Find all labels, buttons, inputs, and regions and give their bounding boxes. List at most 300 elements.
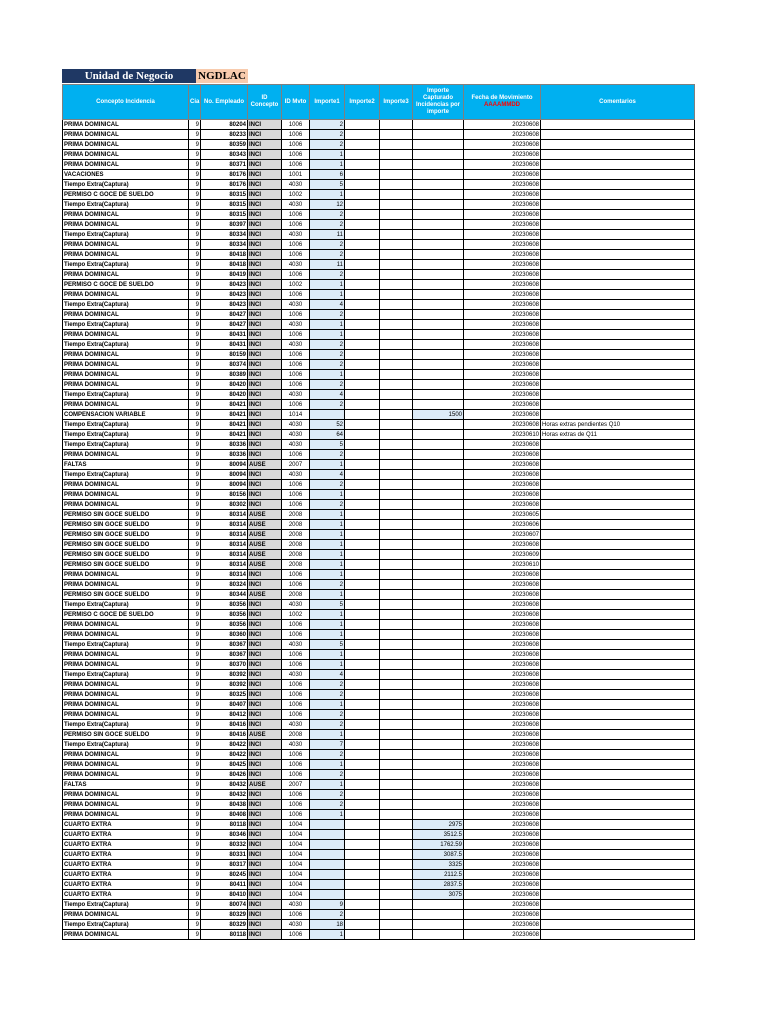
cell-comentarios[interactable]	[541, 510, 695, 520]
cell-cia[interactable]: 9	[189, 440, 201, 450]
cell-importe2[interactable]	[345, 170, 380, 180]
cell-importe1[interactable]: 2	[310, 680, 345, 690]
cell-cia[interactable]: 9	[189, 520, 201, 530]
cell-importe3[interactable]	[380, 630, 413, 640]
cell-fecha[interactable]: 20230608	[464, 350, 541, 360]
cell-id-concepto[interactable]: INCI	[248, 820, 282, 830]
cell-importe-capturado[interactable]	[413, 900, 464, 910]
cell-fecha[interactable]: 20230608	[464, 680, 541, 690]
cell-id-concepto[interactable]: INCI	[248, 850, 282, 860]
cell-importe1[interactable]: 1	[310, 630, 345, 640]
cell-importe-capturado[interactable]	[413, 380, 464, 390]
col-header-empleado[interactable]: No. Empleado	[201, 85, 248, 120]
cell-id-concepto[interactable]: AUSE	[248, 560, 282, 570]
cell-importe3[interactable]	[380, 180, 413, 190]
cell-importe1[interactable]: 2	[310, 770, 345, 780]
cell-importe1[interactable]: 1	[310, 280, 345, 290]
cell-importe2[interactable]	[345, 840, 380, 850]
cell-importe-capturado[interactable]	[413, 610, 464, 620]
col-header-id-mvto[interactable]: ID Mvto	[282, 85, 310, 120]
cell-id-concepto[interactable]: INCI	[248, 170, 282, 180]
cell-cia[interactable]: 9	[189, 840, 201, 850]
cell-importe2[interactable]	[345, 570, 380, 580]
cell-importe-capturado[interactable]	[413, 630, 464, 640]
cell-empleado[interactable]: 80423	[201, 290, 248, 300]
cell-id-concepto[interactable]: INCI	[248, 220, 282, 230]
cell-cia[interactable]: 9	[189, 530, 201, 540]
cell-importe1[interactable]: 6	[310, 170, 345, 180]
cell-importe2[interactable]	[345, 240, 380, 250]
cell-importe3[interactable]	[380, 190, 413, 200]
cell-importe-capturado[interactable]	[413, 570, 464, 580]
cell-id-concepto[interactable]: INCI	[248, 200, 282, 210]
cell-empleado[interactable]: 80427	[201, 320, 248, 330]
cell-importe2[interactable]	[345, 380, 380, 390]
cell-empleado[interactable]: 80315	[201, 210, 248, 220]
cell-id-mvto[interactable]: 1004	[282, 880, 310, 890]
cell-id-concepto[interactable]: INCI	[248, 620, 282, 630]
cell-cia[interactable]: 9	[189, 540, 201, 550]
cell-importe2[interactable]	[345, 930, 380, 940]
cell-importe1[interactable]: 2	[310, 500, 345, 510]
cell-cia[interactable]: 9	[189, 570, 201, 580]
cell-importe1[interactable]: 4	[310, 670, 345, 680]
cell-importe2[interactable]	[345, 220, 380, 230]
cell-empleado[interactable]: 80416	[201, 730, 248, 740]
cell-comentarios[interactable]	[541, 520, 695, 530]
cell-concepto[interactable]: PRIMA DOMINICAL	[63, 760, 189, 770]
cell-cia[interactable]: 9	[189, 370, 201, 380]
cell-importe2[interactable]	[345, 710, 380, 720]
cell-id-concepto[interactable]: INCI	[248, 380, 282, 390]
cell-concepto[interactable]: PERMISO SIN GOCE SUELDO	[63, 530, 189, 540]
cell-importe-capturado[interactable]: 2837.5	[413, 880, 464, 890]
cell-importe3[interactable]	[380, 350, 413, 360]
cell-id-mvto[interactable]: 4030	[282, 430, 310, 440]
cell-importe1[interactable]	[310, 830, 345, 840]
cell-concepto[interactable]: PERMISO SIN GOCE SUELDO	[63, 590, 189, 600]
cell-importe2[interactable]	[345, 580, 380, 590]
cell-comentarios[interactable]	[541, 720, 695, 730]
cell-comentarios[interactable]	[541, 810, 695, 820]
cell-id-concepto[interactable]: INCI	[248, 400, 282, 410]
cell-importe3[interactable]	[380, 850, 413, 860]
cell-concepto[interactable]: PRIMA DOMINICAL	[63, 360, 189, 370]
cell-importe-capturado[interactable]	[413, 670, 464, 680]
cell-cia[interactable]: 9	[189, 470, 201, 480]
cell-importe-capturado[interactable]	[413, 530, 464, 540]
cell-importe2[interactable]	[345, 470, 380, 480]
cell-importe1[interactable]: 1	[310, 490, 345, 500]
cell-cia[interactable]: 9	[189, 900, 201, 910]
cell-importe1[interactable]: 2	[310, 130, 345, 140]
cell-id-concepto[interactable]: INCI	[248, 490, 282, 500]
cell-cia[interactable]: 9	[189, 590, 201, 600]
cell-importe1[interactable]: 2	[310, 800, 345, 810]
cell-empleado[interactable]: 80159	[201, 350, 248, 360]
cell-concepto[interactable]: CUARTO EXTRA	[63, 820, 189, 830]
cell-importe3[interactable]	[380, 590, 413, 600]
cell-fecha[interactable]: 20230608	[464, 930, 541, 940]
cell-importe2[interactable]	[345, 660, 380, 670]
cell-importe3[interactable]	[380, 500, 413, 510]
cell-id-concepto[interactable]: INCI	[248, 470, 282, 480]
cell-cia[interactable]: 9	[189, 290, 201, 300]
cell-importe1[interactable]: 1	[310, 730, 345, 740]
cell-importe3[interactable]	[380, 760, 413, 770]
cell-concepto[interactable]: PRIMA DOMINICAL	[63, 210, 189, 220]
cell-comentarios[interactable]	[541, 320, 695, 330]
cell-id-mvto[interactable]: 1014	[282, 410, 310, 420]
cell-id-mvto[interactable]: 2008	[282, 560, 310, 570]
cell-importe3[interactable]	[380, 840, 413, 850]
cell-id-concepto[interactable]: INCI	[248, 570, 282, 580]
cell-importe-capturado[interactable]	[413, 130, 464, 140]
cell-importe1[interactable]: 1	[310, 930, 345, 940]
cell-empleado[interactable]: 80367	[201, 650, 248, 660]
cell-importe3[interactable]	[380, 710, 413, 720]
cell-importe-capturado[interactable]	[413, 780, 464, 790]
cell-fecha[interactable]: 20230608	[464, 130, 541, 140]
cell-id-concepto[interactable]: INCI	[248, 270, 282, 280]
cell-importe1[interactable]: 2	[310, 310, 345, 320]
cell-importe2[interactable]	[345, 770, 380, 780]
cell-importe2[interactable]	[345, 130, 380, 140]
cell-importe2[interactable]	[345, 640, 380, 650]
cell-id-mvto[interactable]: 1006	[282, 790, 310, 800]
cell-id-mvto[interactable]: 4030	[282, 740, 310, 750]
cell-cia[interactable]: 9	[189, 750, 201, 760]
cell-id-concepto[interactable]: INCI	[248, 290, 282, 300]
cell-importe-capturado[interactable]: 1762.59	[413, 840, 464, 850]
cell-concepto[interactable]: CUARTO EXTRA	[63, 880, 189, 890]
cell-importe-capturado[interactable]	[413, 480, 464, 490]
cell-importe-capturado[interactable]	[413, 650, 464, 660]
cell-cia[interactable]: 9	[189, 320, 201, 330]
cell-importe3[interactable]	[380, 160, 413, 170]
cell-id-concepto[interactable]: INCI	[248, 310, 282, 320]
cell-importe2[interactable]	[345, 700, 380, 710]
cell-id-concepto[interactable]: INCI	[248, 190, 282, 200]
cell-comentarios[interactable]	[541, 900, 695, 910]
cell-comentarios[interactable]	[541, 120, 695, 130]
cell-comentarios[interactable]	[541, 480, 695, 490]
cell-fecha[interactable]: 20230608	[464, 780, 541, 790]
cell-id-concepto[interactable]: INCI	[248, 890, 282, 900]
cell-cia[interactable]: 9	[189, 300, 201, 310]
cell-empleado[interactable]: 80416	[201, 720, 248, 730]
cell-fecha[interactable]: 20230608	[464, 800, 541, 810]
cell-comentarios[interactable]	[541, 920, 695, 930]
cell-empleado[interactable]: 80336	[201, 450, 248, 460]
cell-cia[interactable]: 9	[189, 580, 201, 590]
cell-comentarios[interactable]: Horas extras pendientes Q10	[541, 420, 695, 430]
cell-empleado[interactable]: 80118	[201, 820, 248, 830]
cell-importe2[interactable]	[345, 430, 380, 440]
cell-fecha[interactable]: 20230608	[464, 160, 541, 170]
cell-fecha[interactable]: 20230608	[464, 770, 541, 780]
cell-empleado[interactable]: 80176	[201, 180, 248, 190]
cell-id-concepto[interactable]: INCI	[248, 810, 282, 820]
cell-importe-capturado[interactable]	[413, 740, 464, 750]
cell-comentarios[interactable]	[541, 220, 695, 230]
cell-concepto[interactable]: FALTAS	[63, 780, 189, 790]
cell-concepto[interactable]: Tiempo Extra(Captura)	[63, 640, 189, 650]
cell-empleado[interactable]: 80302	[201, 500, 248, 510]
cell-id-mvto[interactable]: 1004	[282, 840, 310, 850]
cell-importe3[interactable]	[380, 390, 413, 400]
cell-id-mvto[interactable]: 2008	[282, 520, 310, 530]
cell-empleado[interactable]: 80420	[201, 390, 248, 400]
cell-fecha[interactable]: 20230608	[464, 290, 541, 300]
cell-empleado[interactable]: 80371	[201, 160, 248, 170]
cell-comentarios[interactable]	[541, 450, 695, 460]
cell-comentarios[interactable]	[541, 290, 695, 300]
cell-concepto[interactable]: PERMISO C GOCE DE SUELDO	[63, 610, 189, 620]
cell-concepto[interactable]: CUARTO EXTRA	[63, 850, 189, 860]
cell-id-mvto[interactable]: 1006	[282, 800, 310, 810]
cell-comentarios[interactable]	[541, 580, 695, 590]
cell-fecha[interactable]: 20230608	[464, 610, 541, 620]
cell-id-mvto[interactable]: 1006	[282, 810, 310, 820]
cell-cia[interactable]: 9	[189, 140, 201, 150]
cell-importe2[interactable]	[345, 280, 380, 290]
cell-empleado[interactable]: 80360	[201, 630, 248, 640]
cell-importe3[interactable]	[380, 820, 413, 830]
cell-fecha[interactable]: 20230608	[464, 920, 541, 930]
cell-concepto[interactable]: PRIMA DOMINICAL	[63, 140, 189, 150]
cell-fecha[interactable]: 20230608	[464, 140, 541, 150]
cell-id-mvto[interactable]: 2007	[282, 460, 310, 470]
col-header-concepto[interactable]: Concepto Incidencia	[63, 85, 189, 120]
cell-id-concepto[interactable]: INCI	[248, 880, 282, 890]
cell-empleado[interactable]: 80397	[201, 220, 248, 230]
cell-comentarios[interactable]	[541, 280, 695, 290]
cell-importe-capturado[interactable]: 3512.5	[413, 830, 464, 840]
cell-importe1[interactable]: 1	[310, 190, 345, 200]
cell-empleado[interactable]: 80324	[201, 580, 248, 590]
cell-empleado[interactable]: 80412	[201, 710, 248, 720]
cell-importe1[interactable]: 2	[310, 910, 345, 920]
cell-fecha[interactable]: 20230608	[464, 850, 541, 860]
cell-id-mvto[interactable]: 1006	[282, 210, 310, 220]
cell-empleado[interactable]: 80094	[201, 470, 248, 480]
cell-comentarios[interactable]	[541, 760, 695, 770]
cell-fecha[interactable]: 20230608	[464, 240, 541, 250]
cell-empleado[interactable]: 80356	[201, 620, 248, 630]
cell-concepto[interactable]: PRIMA DOMINICAL	[63, 800, 189, 810]
cell-concepto[interactable]: PERMISO SIN GOCE SUELDO	[63, 510, 189, 520]
cell-cia[interactable]: 9	[189, 850, 201, 860]
cell-comentarios[interactable]	[541, 380, 695, 390]
cell-comentarios[interactable]	[541, 670, 695, 680]
cell-importe2[interactable]	[345, 670, 380, 680]
cell-importe2[interactable]	[345, 500, 380, 510]
cell-id-mvto[interactable]: 1006	[282, 290, 310, 300]
cell-importe3[interactable]	[380, 900, 413, 910]
cell-fecha[interactable]: 20230608	[464, 710, 541, 720]
cell-id-mvto[interactable]: 4030	[282, 670, 310, 680]
cell-comentarios[interactable]	[541, 800, 695, 810]
cell-id-concepto[interactable]: INCI	[248, 910, 282, 920]
cell-importe2[interactable]	[345, 550, 380, 560]
cell-fecha[interactable]: 20230608	[464, 390, 541, 400]
cell-cia[interactable]: 9	[189, 710, 201, 720]
cell-concepto[interactable]: VACACIONES	[63, 170, 189, 180]
cell-id-concepto[interactable]: INCI	[248, 700, 282, 710]
cell-empleado[interactable]: 80359	[201, 140, 248, 150]
cell-importe3[interactable]	[380, 930, 413, 940]
cell-cia[interactable]: 9	[189, 460, 201, 470]
cell-comentarios[interactable]	[541, 850, 695, 860]
cell-concepto[interactable]: PRIMA DOMINICAL	[63, 750, 189, 760]
cell-importe2[interactable]	[345, 350, 380, 360]
cell-id-mvto[interactable]: 1004	[282, 890, 310, 900]
cell-empleado[interactable]: 80314	[201, 540, 248, 550]
cell-importe-capturado[interactable]	[413, 230, 464, 240]
cell-importe1[interactable]: 1	[310, 530, 345, 540]
cell-importe1[interactable]: 1	[310, 320, 345, 330]
cell-empleado[interactable]: 80094	[201, 480, 248, 490]
cell-fecha[interactable]: 20230608	[464, 790, 541, 800]
cell-importe-capturado[interactable]	[413, 750, 464, 760]
cell-cia[interactable]: 9	[189, 760, 201, 770]
cell-importe-capturado[interactable]	[413, 770, 464, 780]
cell-importe2[interactable]	[345, 390, 380, 400]
cell-id-mvto[interactable]: 4030	[282, 390, 310, 400]
cell-importe3[interactable]	[380, 340, 413, 350]
cell-concepto[interactable]: CUARTO EXTRA	[63, 890, 189, 900]
cell-fecha[interactable]: 20230608	[464, 360, 541, 370]
cell-id-concepto[interactable]: INCI	[248, 430, 282, 440]
cell-fecha[interactable]: 20230608	[464, 810, 541, 820]
cell-importe3[interactable]	[380, 120, 413, 130]
cell-importe3[interactable]	[380, 480, 413, 490]
cell-importe3[interactable]	[380, 870, 413, 880]
cell-importe1[interactable]: 1	[310, 460, 345, 470]
cell-concepto[interactable]: PRIMA DOMINICAL	[63, 160, 189, 170]
cell-concepto[interactable]: Tiempo Extra(Captura)	[63, 420, 189, 430]
cell-comentarios[interactable]	[541, 150, 695, 160]
cell-importe2[interactable]	[345, 720, 380, 730]
cell-importe1[interactable]: 18	[310, 920, 345, 930]
cell-importe-capturado[interactable]	[413, 560, 464, 570]
cell-empleado[interactable]: 80118	[201, 930, 248, 940]
cell-fecha[interactable]: 20230608	[464, 410, 541, 420]
cell-cia[interactable]: 9	[189, 650, 201, 660]
col-header-importe1[interactable]: Importe1	[310, 85, 345, 120]
cell-fecha[interactable]: 20230608	[464, 490, 541, 500]
cell-id-mvto[interactable]: 2008	[282, 550, 310, 560]
cell-id-concepto[interactable]: AUSE	[248, 460, 282, 470]
cell-importe-capturado[interactable]	[413, 250, 464, 260]
cell-fecha[interactable]: 20230608	[464, 880, 541, 890]
cell-concepto[interactable]: COMPENSACION VARIABLE	[63, 410, 189, 420]
cell-importe3[interactable]	[380, 150, 413, 160]
cell-concepto[interactable]: PRIMA DOMINICAL	[63, 690, 189, 700]
cell-importe-capturado[interactable]	[413, 500, 464, 510]
col-header-comentarios[interactable]: Comentarios	[541, 85, 695, 120]
cell-importe2[interactable]	[345, 600, 380, 610]
cell-cia[interactable]: 9	[189, 620, 201, 630]
cell-importe-capturado[interactable]	[413, 420, 464, 430]
cell-id-concepto[interactable]: AUSE	[248, 520, 282, 530]
cell-importe-capturado[interactable]: 2975	[413, 820, 464, 830]
cell-empleado[interactable]: 80074	[201, 900, 248, 910]
cell-empleado[interactable]: 80314	[201, 560, 248, 570]
cell-cia[interactable]: 9	[189, 820, 201, 830]
cell-comentarios[interactable]	[541, 240, 695, 250]
cell-id-concepto[interactable]: INCI	[248, 240, 282, 250]
cell-cia[interactable]: 9	[189, 430, 201, 440]
cell-comentarios[interactable]	[541, 140, 695, 150]
cell-id-concepto[interactable]: INCI	[248, 420, 282, 430]
cell-comentarios[interactable]	[541, 550, 695, 560]
cell-comentarios[interactable]	[541, 730, 695, 740]
cell-empleado[interactable]: 80325	[201, 690, 248, 700]
cell-comentarios[interactable]	[541, 200, 695, 210]
cell-cia[interactable]: 9	[189, 630, 201, 640]
cell-importe3[interactable]	[380, 220, 413, 230]
cell-cia[interactable]: 9	[189, 210, 201, 220]
cell-id-mvto[interactable]: 4030	[282, 260, 310, 270]
cell-importe1[interactable]: 1	[310, 620, 345, 630]
cell-importe-capturado[interactable]	[413, 520, 464, 530]
cell-empleado[interactable]: 80317	[201, 860, 248, 870]
cell-importe2[interactable]	[345, 400, 380, 410]
cell-empleado[interactable]: 80426	[201, 770, 248, 780]
cell-importe-capturado[interactable]	[413, 680, 464, 690]
cell-concepto[interactable]: PRIMA DOMINICAL	[63, 490, 189, 500]
cell-fecha[interactable]: 20230608	[464, 670, 541, 680]
cell-id-mvto[interactable]: 1006	[282, 400, 310, 410]
cell-importe-capturado[interactable]	[413, 540, 464, 550]
cell-importe1[interactable]: 1	[310, 160, 345, 170]
cell-importe1[interactable]: 1	[310, 510, 345, 520]
cell-fecha[interactable]: 20230608	[464, 190, 541, 200]
cell-fecha[interactable]: 20230608	[464, 460, 541, 470]
cell-comentarios[interactable]	[541, 750, 695, 760]
cell-importe2[interactable]	[345, 180, 380, 190]
cell-importe3[interactable]	[380, 330, 413, 340]
cell-importe3[interactable]	[380, 890, 413, 900]
cell-importe1[interactable]: 4	[310, 470, 345, 480]
cell-fecha[interactable]: 20230608	[464, 320, 541, 330]
cell-id-concepto[interactable]: INCI	[248, 600, 282, 610]
cell-importe3[interactable]	[380, 470, 413, 480]
cell-cia[interactable]: 9	[189, 230, 201, 240]
cell-importe3[interactable]	[380, 920, 413, 930]
cell-id-concepto[interactable]: INCI	[248, 230, 282, 240]
cell-importe1[interactable]: 1	[310, 660, 345, 670]
cell-concepto[interactable]: PRIMA DOMINICAL	[63, 450, 189, 460]
cell-concepto[interactable]: Tiempo Extra(Captura)	[63, 470, 189, 480]
cell-id-concepto[interactable]: INCI	[248, 360, 282, 370]
cell-comentarios[interactable]	[541, 130, 695, 140]
cell-fecha[interactable]: 20230608	[464, 450, 541, 460]
cell-concepto[interactable]: PRIMA DOMINICAL	[63, 580, 189, 590]
cell-comentarios[interactable]	[541, 770, 695, 780]
cell-concepto[interactable]: Tiempo Extra(Captura)	[63, 600, 189, 610]
cell-id-mvto[interactable]: 1004	[282, 830, 310, 840]
cell-importe3[interactable]	[380, 720, 413, 730]
cell-importe1[interactable]: 2	[310, 690, 345, 700]
col-header-importe2[interactable]: Importe2	[345, 85, 380, 120]
cell-importe3[interactable]	[380, 620, 413, 630]
cell-comentarios[interactable]	[541, 340, 695, 350]
cell-id-mvto[interactable]: 1006	[282, 650, 310, 660]
cell-fecha[interactable]: 20230608	[464, 400, 541, 410]
